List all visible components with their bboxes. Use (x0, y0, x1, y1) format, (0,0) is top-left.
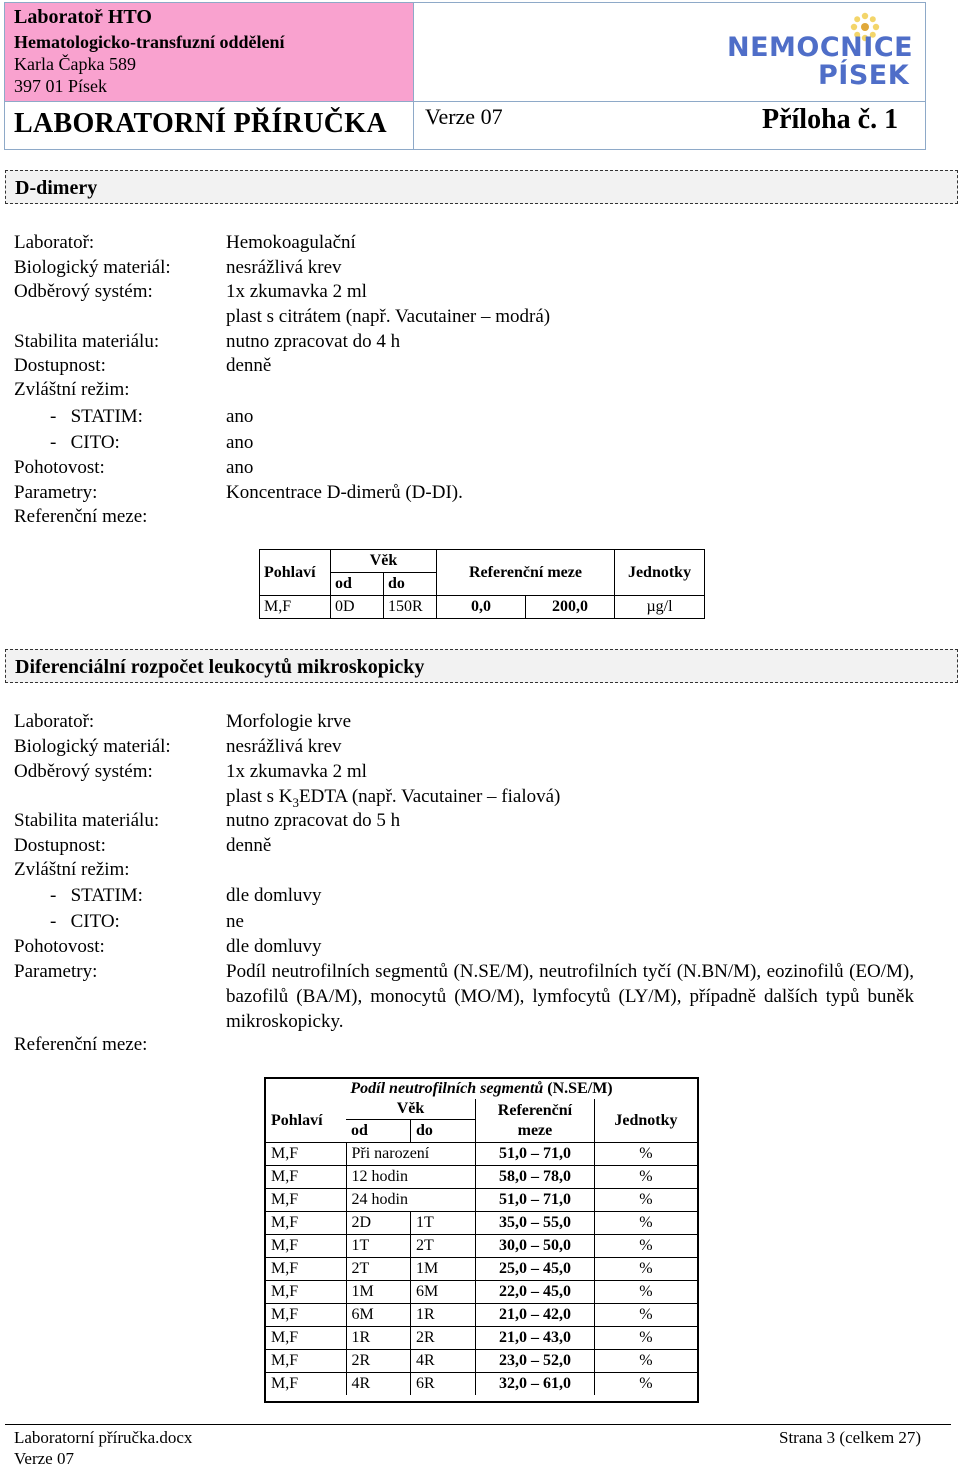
cell-sex: M,F (266, 1258, 346, 1281)
value-standby: ano (226, 457, 254, 478)
th-sex: Pohlaví (271, 1111, 323, 1129)
table-row (266, 1281, 697, 1304)
caption-italic: Podíl neutrofilních segmentů (350, 1080, 544, 1097)
cell-unit: µg/l (615, 596, 705, 619)
cell-to: 6M (411, 1281, 476, 1304)
label-ref: Referenční meze: (14, 506, 148, 527)
header-divider-horizontal (5, 101, 925, 102)
cell-ref: 22,0 – 45,0 (476, 1281, 595, 1304)
cell-sex: M,F (266, 1189, 346, 1212)
th-age: Věk (346, 1099, 476, 1120)
lab-title: Laboratoř HTO (14, 6, 152, 28)
cell-from: 24 hodin (346, 1189, 476, 1212)
table-row (266, 1143, 697, 1166)
label-stability: Stabilita materiálu: (14, 331, 160, 352)
cell-ref: 51,0 – 71,0 (476, 1143, 595, 1166)
cell-ref-max: 200,0 (526, 596, 615, 619)
th-from: od (346, 1120, 411, 1143)
address-city: 397 01 Písek (14, 76, 108, 96)
table-row (266, 1166, 697, 1189)
label-standby: Pohotovost: (14, 936, 105, 957)
value-system-1: 1x zkumavka 2 ml (226, 281, 367, 302)
cell-unit: % (594, 1304, 697, 1327)
table-row (266, 1327, 697, 1350)
cell-unit: % (594, 1281, 697, 1304)
cell-from: Při narození (346, 1143, 476, 1166)
label-system: Odběrový systém: (14, 281, 153, 302)
system2-sub: 3 (292, 794, 299, 810)
cell-ref-min: 0,0 (437, 596, 526, 619)
footer-filename: Laboratorní příručka.docx (14, 1428, 193, 1447)
cell-from: 1R (346, 1327, 411, 1350)
label-material: Biologický materiál: (14, 257, 171, 278)
annex-label: Příloha č. 1 (762, 104, 899, 135)
cell-to: 2T (411, 1235, 476, 1258)
th-ref (476, 1099, 595, 1143)
th-unit: Jednotky (615, 550, 705, 596)
cell-ref: 21,0 – 43,0 (476, 1327, 595, 1350)
label-availability: Dostupnost: (14, 355, 106, 376)
cell-unit: % (594, 1327, 697, 1350)
th-to: do (384, 573, 437, 596)
table-row (266, 1235, 697, 1258)
system2-pre: plast s K (226, 786, 293, 807)
cell-sex: M,F (266, 1304, 346, 1327)
value-system-1: 1x zkumavka 2 ml (226, 761, 367, 782)
value-cito: ne (226, 911, 244, 932)
cell-from: 12 hodin (346, 1166, 476, 1189)
department-name: Hematologicko-transfuzní oddělení (14, 32, 285, 52)
header-divider-vertical (413, 3, 414, 149)
section-title: D-dimery (15, 177, 98, 199)
cell-ref: 30,0 – 50,0 (476, 1235, 595, 1258)
cell-unit: % (594, 1212, 697, 1235)
cell-ref: 25,0 – 45,0 (476, 1258, 595, 1281)
cell-ref: 21,0 – 42,0 (476, 1304, 595, 1327)
cell-ref: 51,0 – 71,0 (476, 1189, 595, 1212)
th-age: Věk (331, 550, 437, 573)
value-material: nesrážlivá krev (226, 257, 342, 278)
footer-page-number: Strana 3 (celkem 27) (779, 1428, 922, 1447)
value-params: Koncentrace D-dimerů (D-DI). (226, 482, 463, 503)
cell-unit: % (594, 1235, 697, 1258)
cell-sex: M,F (266, 1327, 346, 1350)
label-cito: - CITO: (50, 432, 120, 453)
value-stability: nutno zpracovat do 4 h (226, 331, 401, 352)
label-params: Parametry: (14, 482, 98, 503)
table-row (266, 1304, 697, 1327)
table-row (260, 596, 705, 619)
label-system: Odběrový systém: (14, 761, 153, 782)
table-row (266, 1212, 697, 1235)
cell-sex: M,F (266, 1373, 346, 1396)
value-availability: denně (226, 355, 272, 376)
cell-from: 2T (346, 1258, 411, 1281)
cell-from: 6M (346, 1304, 411, 1327)
header-version: Verze 07 (425, 104, 503, 129)
cell-from: 1T (346, 1235, 411, 1258)
cell-ref: 35,0 – 55,0 (476, 1212, 595, 1235)
label-statim: - STATIM: (50, 885, 143, 906)
table-row (266, 1189, 697, 1212)
value-system-2: plast s citrátem (např. Vacutainer – modrá) (226, 306, 551, 327)
label-lab: Laboratoř: (14, 232, 95, 253)
cell-ref: 58,0 – 78,0 (476, 1166, 595, 1189)
label-ref: Referenční meze: (14, 1034, 148, 1055)
neutrophil-table-body (266, 1143, 697, 1396)
th-ref-1: Referenční (497, 1101, 573, 1119)
cell-ref: 23,0 – 52,0 (476, 1350, 595, 1373)
cell-unit: % (594, 1189, 697, 1212)
value-material: nesrážlivá krev (226, 736, 342, 757)
footer-rule (5, 1424, 951, 1425)
value-availability: denně (226, 835, 272, 856)
cell-unit: % (594, 1350, 697, 1373)
system2-post: EDTA (např. Vacutainer – fialová) (299, 786, 561, 807)
cell-unit: % (594, 1166, 697, 1189)
value-lab: Hemokoagulační (226, 232, 356, 253)
cell-from: 2R (346, 1350, 411, 1373)
logo-text-nemocnice: NEMOCNICE (727, 32, 914, 63)
value-stability: nutno zpracovat do 5 h (226, 810, 401, 831)
table-caption (266, 1079, 697, 1099)
cell-to: 150R (384, 596, 437, 619)
cell-from: 1M (346, 1281, 411, 1304)
manual-title: LABORATORNÍ PŘÍRUČKA (14, 108, 387, 139)
address-street: Karla Čapka 589 (14, 54, 136, 74)
cell-sex: M,F (266, 1350, 346, 1373)
label-cito: - CITO: (50, 911, 120, 932)
label-mode: Zvláštní režim: (14, 379, 130, 400)
cell-to: 6R (411, 1373, 476, 1396)
table-row (266, 1258, 697, 1281)
label-stability: Stabilita materiálu: (14, 810, 160, 831)
label-standby: Pohotovost: (14, 457, 105, 478)
cell-ref: 32,0 – 61,0 (476, 1373, 595, 1396)
table-row (266, 1350, 697, 1373)
th-from: od (331, 573, 384, 596)
section-header-d-dimery (5, 170, 958, 204)
th-sex: Pohlaví (260, 550, 331, 596)
cell-unit: % (594, 1258, 697, 1281)
cell-from: 2D (346, 1212, 411, 1235)
cell-to: 4R (411, 1350, 476, 1373)
cell-sex: M,F (266, 1143, 346, 1166)
cell-sex: M,F (266, 1281, 346, 1304)
value-lab: Morfologie krve (226, 711, 352, 732)
value-statim: ano (226, 406, 254, 427)
cell-to: 1M (411, 1258, 476, 1281)
cell-to: 1R (411, 1304, 476, 1327)
cell-sex: M,F (266, 1212, 346, 1235)
caption-rest: (N.SE/M) (543, 1080, 613, 1097)
value-statim: dle domluvy (226, 885, 322, 906)
cell-sex: M,F (260, 596, 331, 619)
label-material: Biologický materiál: (14, 736, 171, 757)
th-to: do (416, 1122, 433, 1139)
label-mode: Zvláštní režim: (14, 859, 130, 880)
cell-unit: % (594, 1373, 697, 1396)
cell-from: 0D (331, 596, 384, 619)
value-standby: dle domluvy (226, 936, 322, 957)
cell-to: 2R (411, 1327, 476, 1350)
label-availability: Dostupnost: (14, 835, 106, 856)
footer-version: Verze 07 (14, 1449, 74, 1468)
label-lab: Laboratoř: (14, 711, 95, 732)
cell-sex: M,F (266, 1235, 346, 1258)
cell-to: 1T (411, 1212, 476, 1235)
th-unit: Jednotky (614, 1111, 678, 1129)
value-params: Podíl neutrofilních segmentů (N.SE/M), neutrofilních tyčí (N.BN/M), eozinofilů (EO/M), bazofilů (BA/M), monocytů (MO/M), lymfocytů (LY/M), případně dalších typů buněk mikroskopicky. (226, 961, 914, 1032)
th-ref-2: meze (517, 1121, 553, 1139)
value-cito: ano (226, 432, 254, 453)
cell-from: 4R (346, 1373, 411, 1396)
label-params: Parametry: (14, 961, 98, 982)
cell-unit: % (594, 1143, 697, 1166)
section-header-diff-count (5, 649, 958, 683)
d-dimer-reference-table (259, 549, 705, 619)
label-statim: - STATIM: (50, 406, 143, 427)
section-title: Diferenciální rozpočet leukocytů mikroskopicky (15, 656, 425, 678)
table-row (266, 1373, 697, 1396)
th-ref: Referenční meze (437, 550, 615, 596)
neutrophil-reference-table (266, 1079, 697, 1395)
cell-sex: M,F (266, 1166, 346, 1189)
logo-text-pisek: PÍSEK (818, 60, 910, 91)
